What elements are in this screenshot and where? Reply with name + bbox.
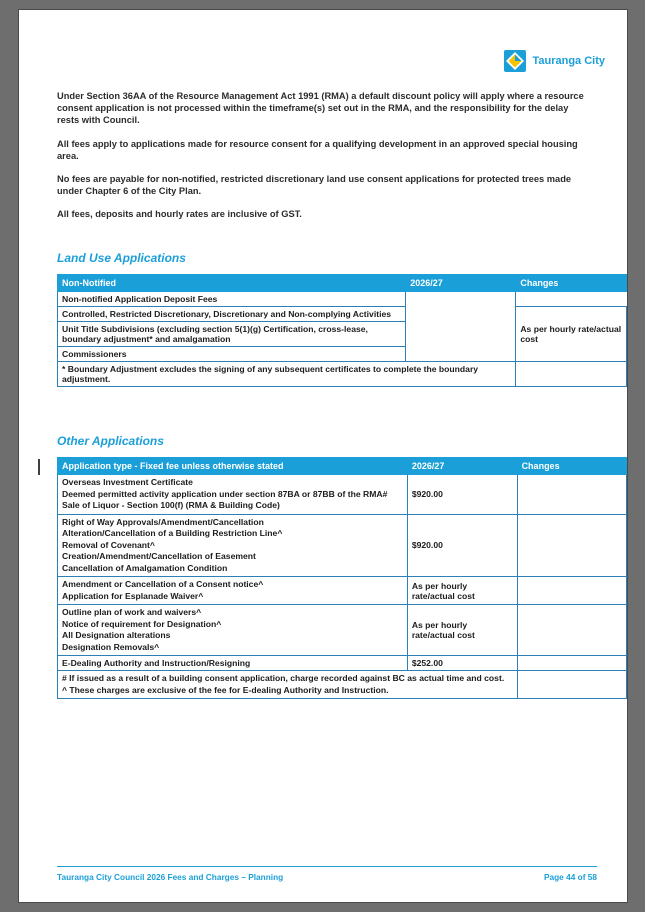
row-item: Deemed permitted activity application under section 87BA or 87BB of the RMA# (62, 488, 388, 499)
table-notes (58, 671, 518, 699)
table-row (58, 671, 627, 699)
footer-left: Tauranga City Council 2026 Fees and Charges – Planning (57, 872, 284, 882)
table-row (58, 656, 627, 671)
intro-text (57, 90, 592, 232)
column-header-type: Application type - Fixed fee unless otherwise stated (58, 458, 408, 475)
row-item: Designation Removals^ (62, 641, 160, 652)
change-bar-marker (38, 459, 40, 475)
intro-paragraph-4: All fees, deposits and hourly rates are inclusive of GST. (57, 209, 302, 220)
column-header-fee: 2026/27 (406, 275, 516, 292)
intro-paragraph-3: No fees are payable for non-notified, restricted discretionary land use consent applications for protected trees made under Chapter 6 of the City Plan. (57, 174, 572, 197)
intro-paragraph-2: All fees apply to applications made for resource consent for a qualifying development in an approved special housing area. (57, 138, 578, 161)
table-header-row (58, 458, 627, 475)
subheader-label: Non-notified Application Deposit Fees (58, 292, 406, 307)
row-items (58, 514, 408, 577)
land-use-table (57, 274, 627, 387)
row-fee: As per hourly rate/actual cost (407, 605, 517, 656)
logo-text: Tauranga City (532, 55, 605, 67)
row-items (58, 605, 408, 656)
diamond-logo-icon (502, 48, 528, 74)
row-item: Notice of requirement for Designation^ (62, 618, 222, 629)
table-row (58, 605, 627, 656)
changes-cell (517, 605, 626, 656)
table-row (58, 307, 627, 322)
row-fee: As per hourly rate/actual cost (516, 307, 627, 362)
table-note: ^ These charges are exclusive of the fee for E-dealing Authority and Instruction. (62, 684, 389, 695)
table-note: * Boundary Adjustment excludes the signing of any subsequent certificates to complete the boundary adjustment. (58, 362, 516, 387)
table-row (58, 362, 627, 387)
column-header-changes: Changes (516, 275, 627, 292)
table-row (58, 475, 627, 515)
other-applications-table (57, 457, 627, 699)
table-header-row (58, 275, 627, 292)
row-item: Outline plan of work and waivers^ (62, 607, 202, 617)
row-label: Unit Title Subdivisions (excluding section 5(1)(g) Certification, cross-lease, boundary adjustment* and amalgamation (58, 322, 406, 347)
row-label: Controlled, Restricted Discretionary, Discretionary and Non-complying Activities (58, 307, 406, 322)
row-item: Removal of Covenant^ (62, 539, 155, 550)
row-label: Commissioners (58, 347, 406, 362)
changes-cell (517, 514, 626, 577)
row-fee: $252.00 (407, 656, 517, 671)
table-row (58, 292, 627, 307)
column-header-changes: Changes (517, 458, 626, 475)
footer-divider (57, 866, 597, 867)
row-item: Cancellation of Amalgamation Condition (62, 562, 228, 573)
row-item: Sale of Liquor - Section 100(f) (RMA & Building Code) (62, 500, 280, 510)
table-row (58, 577, 627, 605)
changes-cell (517, 475, 626, 515)
row-items: E-Dealing Authority and Instruction/Resigning (58, 656, 408, 671)
row-item: Overseas Investment Certificate (62, 477, 193, 487)
changes-cell (517, 656, 626, 671)
land-use-heading: Land Use Applications (57, 251, 186, 265)
changes-cell (517, 671, 626, 699)
changes-cell (516, 362, 627, 387)
row-items (58, 577, 408, 605)
table-row (58, 514, 627, 577)
footer-right: Page 44 of 58 (543, 872, 597, 882)
table-note: # If issued as a result of a building consent application, charge recorded against BC as actual time and cost. (62, 673, 505, 683)
changes-cell (517, 577, 626, 605)
row-items (58, 475, 408, 515)
intro-paragraph-1: Under Section 36AA of the Resource Management Act 1991 (RMA) a default discount policy will apply where a resource consent application is not processed within the timeframe(s) set out in the RMA, and the responsibility for the delay rests with Council. (57, 91, 584, 126)
column-header-fee: 2026/27 (407, 458, 517, 475)
row-item: All Designation alterations (62, 630, 171, 640)
row-item: Application for Esplanade Waiver^ (62, 590, 204, 601)
logo (502, 48, 605, 74)
changes-cell (406, 292, 516, 362)
row-item: Alteration/Cancellation of a Building Restriction Line^ (62, 528, 283, 538)
row-item: Amendment or Cancellation of a Consent notice^ (62, 579, 264, 589)
row-fee: $920.00 (407, 514, 517, 577)
footer (57, 872, 597, 882)
document-page (19, 10, 627, 902)
row-fee: As per hourly rate/actual cost (407, 577, 517, 605)
column-header-type: Non-Notified (58, 275, 406, 292)
row-item: Creation/Amendment/Cancellation of Easement (62, 551, 256, 561)
other-applications-heading: Other Applications (57, 434, 164, 448)
row-fee: $920.00 (407, 475, 517, 515)
row-item: Right of Way Approvals/Amendment/Cancellation (62, 516, 264, 527)
